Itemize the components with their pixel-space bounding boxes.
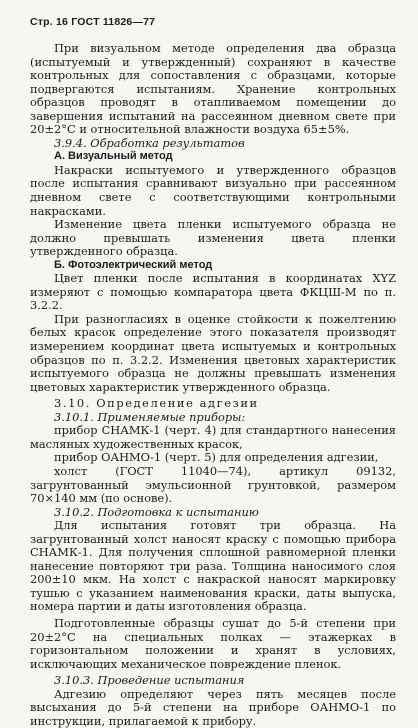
section-heading-3-10: 3.10. Определение адгезии — [54, 396, 259, 411]
subheading-visual-method: А. Визуальный метод — [54, 150, 173, 163]
document-body — [30, 42, 396, 728]
paragraph-adhesion-test: Адгезию определяют через пять месяцев после высыхания до 5-й степени на приборе ОАНМО-1 по инструкции, прилагаемой к прибору. — [30, 686, 396, 728]
paragraph-disputes: При разногласиях в оценке стойкости к пожелтению белых красок определение этого показателя производят измерением координат цвета испытуемых и контрольных образцов по п. 3.2.2. Изменения цветовых характеристик испытуемого образца не должны превышать изменения цветовых характеристик утвержденного образца. — [30, 311, 396, 394]
paragraph-drying: Подготовленные образцы сушат до 5-й степени при 20±2°С на специальных полках — этажерках в горизонтальном положении и хранят в условиях, исключающих механическое повреждение пленок. — [30, 615, 396, 671]
subheading-photoelectric-method: Б. Фотоэлектрический метод — [54, 258, 213, 271]
paragraph-visual-criterion: Изменение цвета пленки испытуемого образца не должно превышать изменения цвета пленки утвержденного образца. — [30, 217, 396, 259]
section-heading-3-9-4: 3.9.4. Обработка результатов — [54, 135, 245, 150]
paragraph-device-snamk: прибор СНАМК-1 (черт. 4) для стандартного нанесения масляных художественных красок, — [30, 423, 396, 451]
paragraph-storage: При визуальном методе определения два образца (испытуемый и утвержденный) сохраняют в качестве контрольных для сопоставления с образцами, которые подвергаются испытаниям. Хранение контрольных образцов проводят в отапливаемом помещении до завершения испытаний на рассеянном дневном свете при 20±2°С и относительной влажности воздуха 65±5%. — [30, 41, 396, 137]
section-heading-3-10-1: 3.10.1. Применяемые приборы: — [54, 409, 246, 424]
section-heading-3-10-3: 3.10.3. Проведение испытания — [54, 673, 245, 688]
paragraph-visual-compare: Накраски испытуемого и утвержденного образцов после испытания сравнивают визуально при рассеянном дневном свете с соответствующими контрольными накрасками. — [30, 162, 396, 218]
paragraph-canvas: холст (ГОСТ 11040—74), артикул 09132, загрунтованный эмульсионной грунтовкой, размером 70×140 мм (по основе). — [30, 463, 396, 506]
paragraph-color-measure: Цвет пленки после испытания в координатах XYZ измеряют с помощью компаратора цвета ФКЦШ-М по п. 3.2.2. — [30, 271, 396, 313]
page-number: Стр. 16 — [30, 16, 69, 28]
paragraph-preparation: Для испытания готовят три образца. На загрунтованный холст наносят краску с помощью прибора СНАМК-1. Для получения сплошной равномерной пленки нанесение повторяют три раза. Толщина наносимого слоя 200±10 мкм. На холст с накраской наносят маркировку тушью с указанием наименования краски, даты выпуска, номера партии и даты изготовления образца. — [30, 518, 396, 614]
standard-code: ГОСТ 11826—77 — [71, 16, 156, 28]
page-header — [30, 16, 396, 28]
section-heading-3-10-2: 3.10.2. Подготовка к испытанию — [54, 504, 259, 519]
paragraph-device-oanmo: прибор ОАНМО-1 (черт. 5) для определения адгезии, — [54, 450, 379, 465]
